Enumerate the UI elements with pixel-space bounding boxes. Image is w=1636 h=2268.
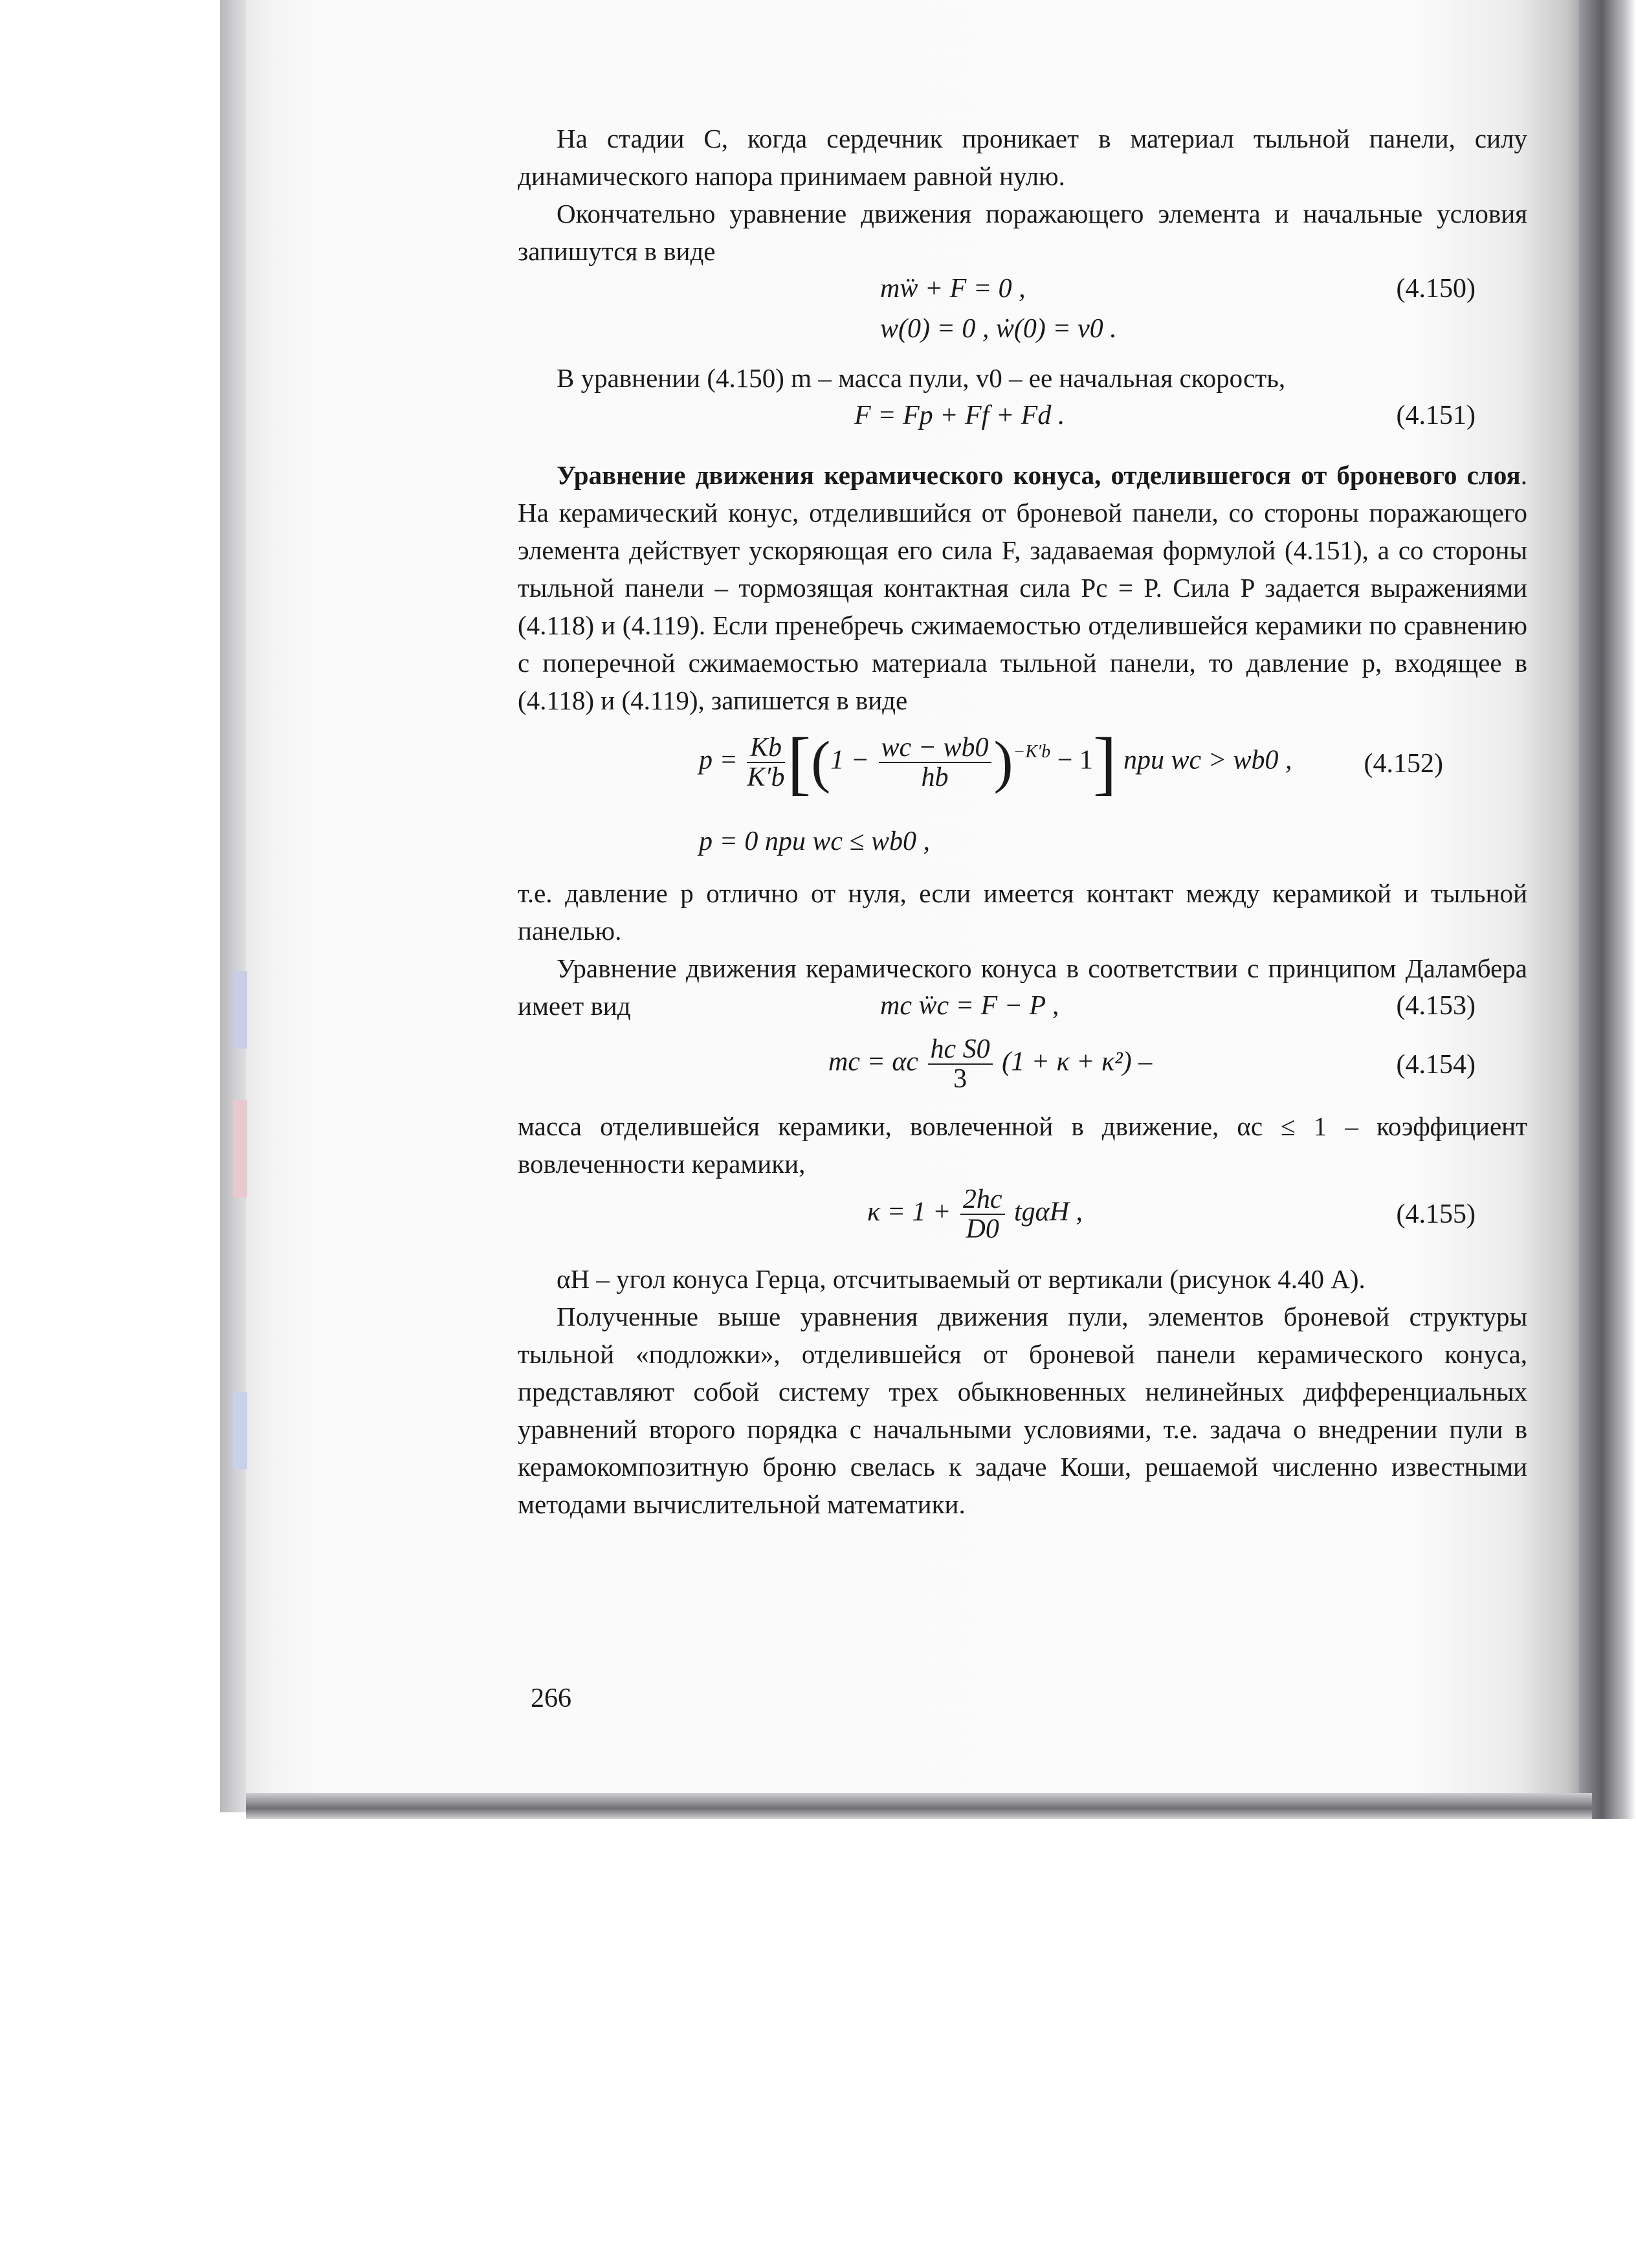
equation-tail: (1 + κ + κ²) –: [1002, 1047, 1153, 1077]
paragraph: [518, 456, 1527, 719]
paragraph: В уравнении (4.150) m – масса пули, v0 – ее начальная скорость,: [557, 363, 1286, 393]
page-text: [518, 120, 1527, 1523]
equation-number: (4.150): [1396, 274, 1476, 304]
numerator: Kb: [747, 733, 784, 763]
paren: (: [811, 730, 831, 794]
paragraph: т.е. давление p отлично от нуля, если имеется контакт между керамикой и тыльной панелью.: [518, 878, 1527, 946]
equation-number: (4.151): [1396, 401, 1476, 430]
equation-number: (4.155): [1396, 1199, 1476, 1229]
fraction: [928, 1035, 993, 1093]
equation-4-155: [518, 1183, 1527, 1260]
equation-number: (4.152): [1364, 749, 1443, 779]
fraction: [879, 733, 991, 792]
equation-tail: при wc > wb0 ,: [1123, 745, 1292, 775]
bracket: [: [787, 723, 812, 802]
fraction: [960, 1185, 1005, 1243]
equation-4-152: [518, 719, 1527, 816]
page-number: 266: [531, 1684, 571, 1713]
exponent: −K′b: [1013, 742, 1051, 762]
denominator: D0: [966, 1214, 999, 1244]
equation-text: [867, 1185, 1083, 1243]
page-right-edge: [1579, 0, 1636, 1819]
edge-color-stripe: [233, 1100, 247, 1197]
page-bottom-edge: [246, 1793, 1592, 1819]
numerator: hc S0: [928, 1035, 993, 1065]
edge-color-stripe: [233, 1392, 247, 1469]
equation-tail: tgαH ,: [1014, 1197, 1083, 1227]
equation-number: (4.153): [1396, 991, 1476, 1021]
paragraph: αH – угол конуса Герца, отсчитываемый от вертикали (рисунок 4.40 А).: [557, 1264, 1365, 1294]
equation-text: mẅ + F = 0 ,: [880, 274, 1026, 304]
paragraph-heading: Уравнение движения керамического конуса, отделившегося от броневого слоя: [557, 460, 1521, 490]
equation-4-153: [518, 987, 1527, 1030]
numerator: wc − wb0: [879, 733, 991, 763]
equation-4-150a: [518, 270, 1527, 310]
paren: ): [993, 730, 1013, 794]
equation-text: w(0) = 0 , ẇ(0) = v0 .: [880, 314, 1117, 344]
equation-text: p = $\frac{Kb}{K'b}$ [(1 − $\frac{wc - wb0}{hb}$ )$^{-K'b}$ − 1] при wc > wb0 ,: [699, 723, 1292, 802]
paragraph: На стадии C, когда сердечник проникает в материал тыльной панели, силу динамического напора принимаем равной нулю.: [518, 124, 1527, 191]
paragraph: Уравнение движения керамического конуса в соответствии с принципом Даламбера имеет вид: [518, 953, 1527, 1021]
denominator: hb: [921, 762, 949, 792]
paragraph: масса отделившейся керамики, вовлеченной в движение, αc ≤ 1 – коэффициент вовлеченности керамики,: [518, 1111, 1527, 1179]
paragraph: Полученные выше уравнения движения пули, элементов броневой структуры тыльной «подложки», отделившейся от броневой панели керамического конуса, представляют собой систему трех обыкновенных нелинейных дифференциальных уравнений второго порядка с начальными условиями, т.е. задача о внедрении пули в керамокомпозитную броню свелась к задаче Коши, решаемой численно известными методами вычислительной математики.: [518, 1302, 1527, 1519]
denominator: K′b: [747, 762, 785, 792]
equation-4-152b: [518, 816, 1527, 868]
bracket: ]: [1092, 723, 1117, 802]
equation-lhs: κ = 1 +: [867, 1197, 951, 1227]
equation-4-154: [518, 1030, 1527, 1107]
equation-4-150b: [518, 310, 1527, 350]
paragraph: Окончательно уравнение движения поражающего элемента и начальные условия запишутся в виде: [518, 199, 1527, 266]
equation-lhs: p =: [699, 745, 738, 775]
equation-text: mc ẅc = F − P ,: [880, 991, 1059, 1021]
equation-text: F = Fp + Ff + Fd .: [854, 401, 1065, 430]
equation-number: (4.154): [1396, 1050, 1476, 1080]
fraction: [747, 733, 784, 792]
edge-color-stripe: [233, 971, 247, 1049]
numerator: 2hc: [960, 1185, 1005, 1215]
equation-4-151: [518, 397, 1527, 437]
equation-lhs: mc = αc: [828, 1047, 919, 1077]
denominator: 3: [953, 1064, 967, 1094]
paragraph-text: . На керамический конус, отделившийся от броневой панели, со стороны поражающего элемента действует ускоряющая его сила F, задаваемая формулой (4.151), а со стороны тыльной панели – тормозящая контактная сила Pc = P. Сила P задается выражениями (4.118) и (4.119). Если пренебречь сжимаемостью отделившейся керамики по сравнению с поперечной сжимаемостью материала тыльной панели, то давление p, входящее в (4.118) и (4.119), запишется в виде: [518, 460, 1528, 715]
equation-text: p = 0 при wc ≤ wb0 ,: [699, 827, 931, 856]
equation-text: [828, 1035, 1152, 1093]
